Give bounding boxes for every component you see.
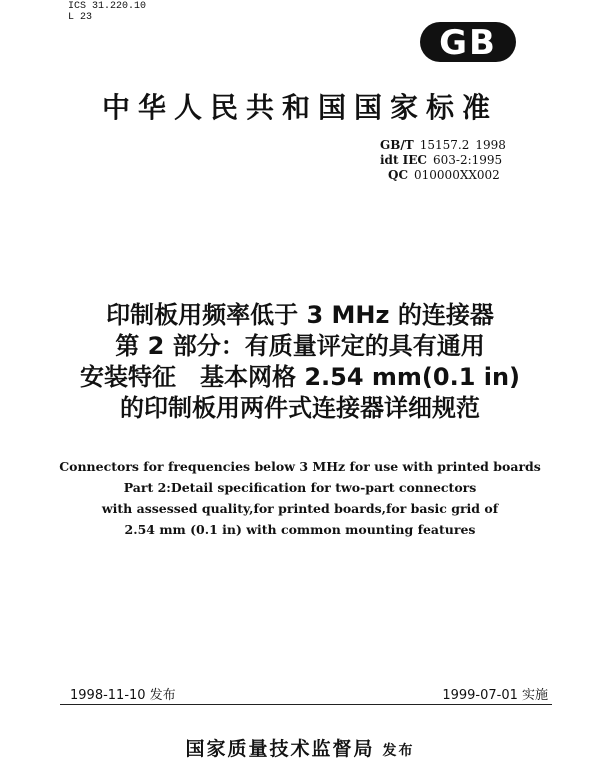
issuer-name: 国家质量技术监督局 [185, 738, 375, 760]
gb-logo-text: GB [439, 23, 497, 63]
gb-logo [418, 20, 518, 64]
ccs-number: L 23 [68, 12, 93, 23]
gb-number: 15157.2 [419, 138, 470, 152]
english-title-line-4: 2.54 mm (0.1 in) with common mounting features [124, 522, 476, 537]
chinese-title-line-3: 安装特征 基本网格 2.54 mm(0.1 in) [79, 363, 521, 391]
release-date: 1998-11-10 发布 [70, 688, 176, 703]
footer-divider [60, 704, 552, 705]
qc-row [380, 168, 512, 183]
standard-type-title: 中华人民共和国国家标准 [101, 91, 498, 124]
idt-number: 603-2:1995 [432, 153, 503, 167]
gb-number-row [380, 138, 512, 153]
idt-label: idt IEC [380, 153, 427, 167]
english-title-line-1: Connectors for frequencies below 3 MHz for use with printed boards [59, 459, 541, 474]
chinese-title [0, 300, 600, 424]
standard-numbers [380, 138, 512, 183]
english-title-line-3: with assessed quality,for printed boards,for basic grid of [101, 501, 499, 516]
qc-number: 010000XX002 [414, 168, 500, 182]
ics-number: ICS 31.220.10 [68, 1, 147, 12]
chinese-title-line-4: 的印制板用两件式连接器详细规范 [120, 394, 480, 422]
issuer [0, 734, 600, 761]
gb-label: GB/T [380, 138, 414, 152]
qc-label: QC [388, 168, 409, 182]
english-title-line-2: Part 2:Detail specification for two-part connectors [123, 480, 477, 495]
issuer-suffix: 发布 [382, 743, 415, 759]
ics-code-block [68, 1, 146, 23]
gb-year: 1998 [475, 138, 506, 152]
english-title [0, 456, 600, 540]
idt-row [380, 153, 512, 168]
implementation-date: 1999-07-01 实施 [442, 688, 548, 703]
chinese-title-line-2: 第 2 部分：有质量评定的具有通用 [115, 332, 485, 360]
chinese-title-line-1: 印制板用频率低于 3 MHz 的连接器 [106, 301, 494, 329]
